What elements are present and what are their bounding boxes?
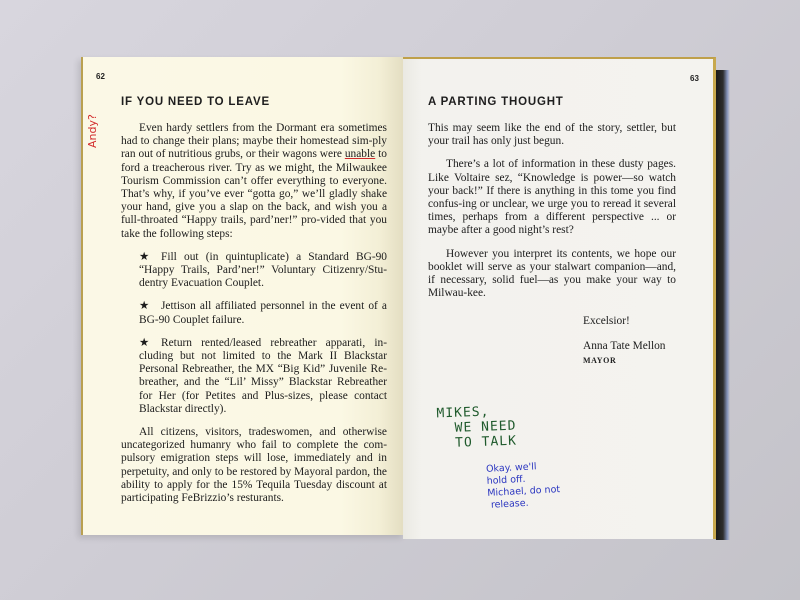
booklet-edge-shadow (716, 70, 730, 540)
signatory-title: MAYOR (583, 356, 617, 365)
step-item (121, 251, 387, 291)
sign-off: Excelsior! (583, 315, 630, 327)
page-number-left: 62 (96, 72, 105, 81)
right-body (428, 122, 676, 300)
paragraph-3: However you interpret its contents, we hope our booklet will serve as your stalwart companion—and, if necessary, solid fuel—as you make your way to Milwau-kee. (428, 247, 676, 300)
left-body (121, 122, 387, 505)
star-icon: ★ (139, 300, 150, 313)
margin-note-red: Andy? (86, 114, 99, 148)
step-text: Fill out (in quintuplicate) a Standard BG-90 “Happy Trails, Pard’ner!” Voluntary Citizenry/Stu-dentry Evacuation Couplet. (139, 250, 387, 290)
closing-paragraph: All citizens, visitors, tradeswomen, and otherwise uncategorized humanry who fail to complete the com-pulsory emigration steps will lose, immediately and in perpetuity, and only to be restored by Mayoral pardon, the ability to apply for the 15% Tequila Tuesday discount at participating FeBrizzio’s resturants. (121, 426, 387, 505)
handwritten-note-blue: Okay. we'll hold off. Michael, do not release. (485, 461, 561, 511)
step-item (121, 300, 387, 326)
intro-paragraph (121, 122, 387, 241)
step-item (121, 337, 387, 416)
paragraph-1: This may seem like the end of the story, settler, but your trail has only just begun. (428, 122, 676, 148)
star-icon: ★ (139, 250, 150, 263)
left-heading: IF YOU NEED TO LEAVE (121, 96, 270, 108)
right-heading: A PARTING THOUGHT (428, 96, 564, 108)
star-icon: ★ (139, 336, 150, 349)
paragraph-2: There’s a lot of information in these dusty pages. Like Voltaire sez, “Knowledge is power—so watch your back!” If there is anything in this tome you find confus-ing or unclear, we urge you to reread it several times, perhaps from a different perspective ... or maybe after a good night’s rest? (428, 158, 676, 237)
intro-text-2: to ford a treacherous river. Try as we might, the Milwaukee Tourism Commission can’t offer everything to everyone. That’s why, if you’ve ever “gotta go,” we’ll gladly shake your hand, give you a slap on the back, and wish you a full-throated “Happy trails, pard’ner!” pro-vided that you take the following steps: (121, 148, 387, 240)
step-text: Return rented/leased rebreather apparati, in-cluding but not limited to the Mark II Blackstar Personal Rebreather, the MX “Big Kid” Juvenile Re-breather, and the “Lil’ Missy” Blackstar Rebreather for Her (for Petites and Plus-sizes, please contact Blackstar directly). (139, 336, 387, 415)
signatory-name: Anna Tate Mellon (583, 340, 666, 352)
underlined-word: unable (344, 148, 376, 161)
intro-text-1: Even hardy settlers from the Dormant era sometimes had to change their plans; maybe their homestead sim-ply ran out of nutritious grubs, or their wagons were (121, 122, 387, 161)
handwritten-note-green: MIKES, WE NEED TO TALK (436, 404, 518, 452)
step-text: Jettison all affiliated personnel in the event of a BG-90 Couplet failure. (139, 300, 387, 326)
page-number-right: 63 (690, 74, 699, 83)
